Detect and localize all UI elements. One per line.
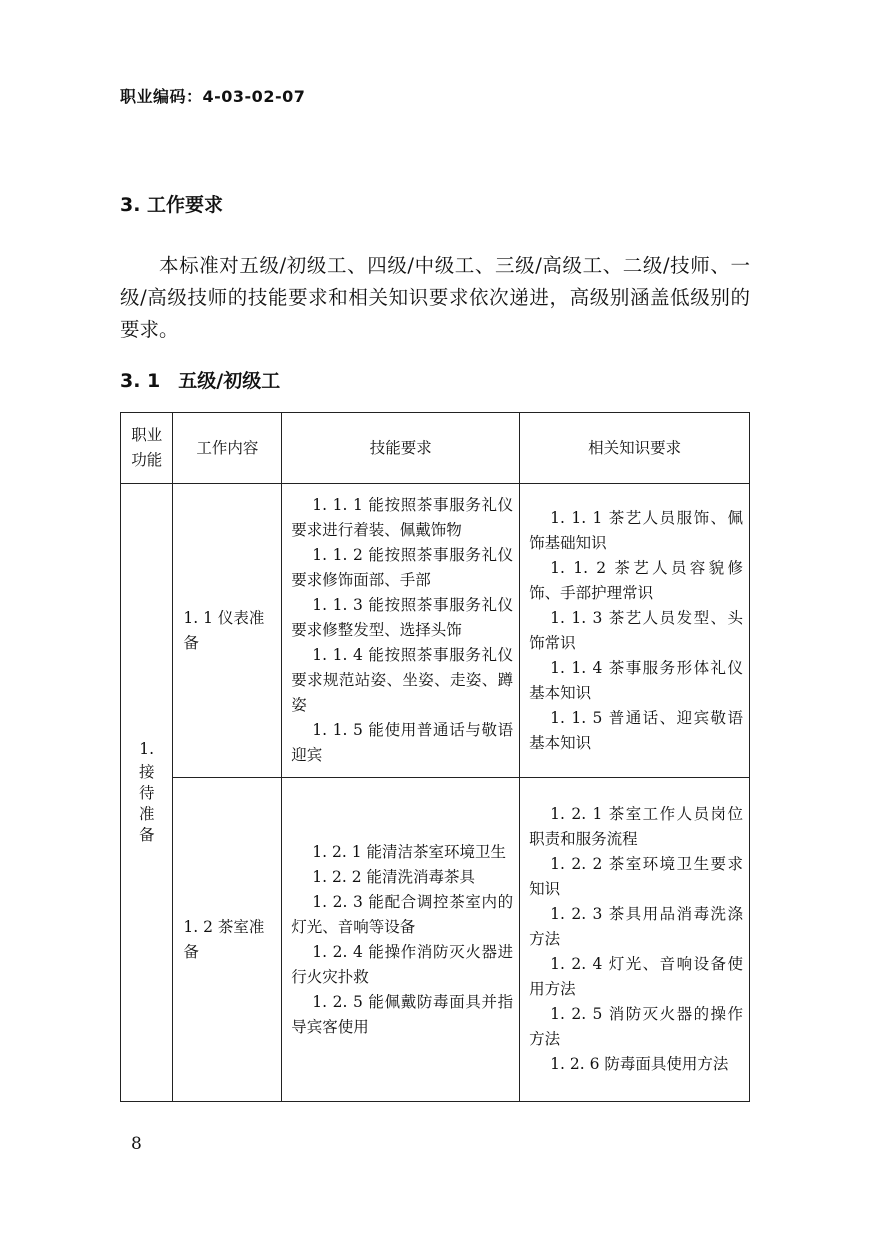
function-number: 1.: [139, 740, 155, 758]
header-skill-requirements: 技能要求: [282, 413, 520, 484]
table-row: [121, 484, 750, 778]
knowledge-cell: [520, 778, 750, 1102]
occupation-code: 职业编码：4-03-02-07: [120, 87, 306, 106]
skill-item: 1. 2. 4 能操作消防灭火器进行火灾扑救: [291, 942, 514, 986]
skill-item: 1. 2. 2 能清洗消毒茶具: [312, 867, 475, 886]
occupational-function-cell: [121, 484, 173, 1102]
knowledge-item: 1. 1. 4 茶事服务形体礼仪基本知识: [529, 658, 743, 702]
knowledge-item: 1. 1. 1 茶艺人员服饰、佩饰基础知识: [529, 508, 743, 552]
knowledge-item: 1. 1. 2 茶艺人员容貌修饰、手部护理常识: [529, 558, 743, 602]
skill-item: 1. 2. 1 能清洁茶室环境卫生: [312, 842, 506, 861]
table-header-row: [121, 413, 750, 484]
subsection-label: 五级/初级工: [178, 370, 281, 392]
knowledge-item: 1. 1. 5 普通话、迎宾敬语基本知识: [529, 708, 743, 752]
knowledge-item: 1. 2. 3 茶具用品消毒洗涤方法: [529, 905, 743, 948]
skill-item: 1. 2. 5 能佩戴防毒面具并指导宾客使用: [291, 992, 514, 1036]
knowledge-item: 1. 2. 6 防毒面具使用方法: [550, 1055, 729, 1073]
header-occupational-function: 职业功能: [121, 413, 173, 484]
header-work-content: 工作内容: [173, 413, 282, 484]
knowledge-item: 1. 2. 5 消防灭火器的操作方法: [529, 1005, 743, 1048]
skill-item: 1. 1. 2 能按照茶事服务礼仪要求修饰面部、手部: [291, 546, 514, 589]
function-name: 接待准备: [138, 763, 155, 844]
knowledge-cell: [520, 484, 750, 778]
requirements-table: [120, 412, 750, 1102]
knowledge-item: 1. 2. 2 茶室环境卫生要求知识: [529, 855, 743, 898]
page-number: 8: [131, 1134, 142, 1154]
skills-cell: [282, 778, 520, 1102]
intro-paragraph: 本标准对五级/初级工、四级/中级工、三级/高级工、二级/技师、一级/高级技师的技能要求和相关知识要求依次递进，高级别涵盖低级别的要求。: [120, 254, 750, 341]
work-content-cell: 1. 2 茶室准备: [173, 778, 282, 1102]
header-knowledge-requirements: 相关知识要求: [520, 413, 750, 484]
knowledge-item: 1. 2. 4 灯光、音响设备使用方法: [529, 955, 743, 998]
skill-item: 1. 2. 3 能配合调控茶室内的灯光、音响等设备: [291, 892, 514, 936]
work-content-cell: 1. 1 仪表准备: [173, 484, 282, 778]
subsection-number: 3. 1: [120, 370, 161, 392]
section-title: 3. 工作要求: [120, 194, 224, 216]
skill-item: 1. 1. 3 能按照茶事服务礼仪要求修整发型、选择头饰: [291, 596, 514, 639]
skill-item: 1. 1. 5 能使用普通话与敬语迎宾: [291, 721, 514, 764]
skill-item: 1. 1. 1 能按照茶事服务礼仪要求进行着装、佩戴饰物: [291, 496, 514, 539]
table-row: [121, 778, 750, 1102]
subsection-title: [120, 366, 280, 393]
knowledge-item: 1. 2. 1 茶室工作人员岗位职责和服务流程: [529, 805, 743, 848]
skills-cell: [282, 484, 520, 778]
skill-item: 1. 1. 4 能按照茶事服务礼仪要求规范站姿、坐姿、走姿、蹲姿: [291, 646, 514, 714]
knowledge-item: 1. 1. 3 茶艺人员发型、头饰常识: [529, 608, 743, 652]
